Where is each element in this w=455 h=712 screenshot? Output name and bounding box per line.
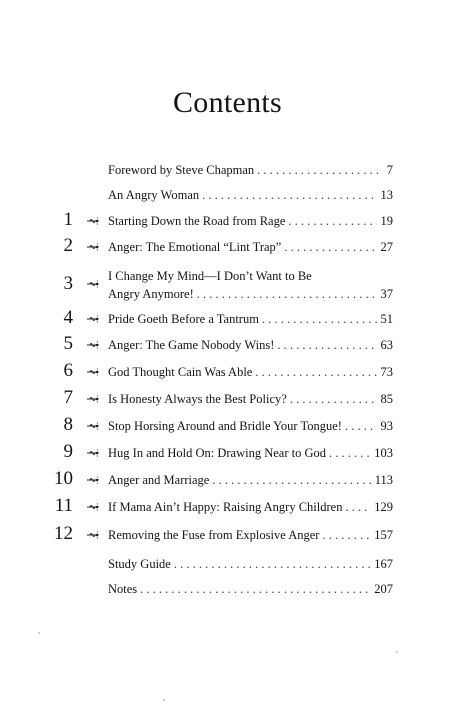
chapter-number: 6 [63, 360, 73, 381]
entry-page-number: 85 [380, 392, 393, 406]
entry-page-number: 113 [374, 473, 393, 487]
entry-page-number: 63 [380, 338, 393, 352]
entry-page-number: 207 [374, 582, 393, 596]
entry-page-number: 13 [380, 188, 393, 202]
dot-leader [322, 527, 370, 543]
lit-fuse-icon [86, 280, 99, 288]
entry-page-number: 51 [380, 312, 393, 326]
entry-title-line-1: I Change My Mind—I Don’t Want to Be [108, 269, 312, 283]
scan-speck [163, 699, 165, 701]
entry-title: Anger: The Game Nobody Wins! [108, 338, 275, 352]
chapter-number: 4 [63, 307, 73, 328]
chapter-number: 12 [54, 523, 73, 544]
entry-title: Notes [108, 582, 138, 596]
dot-leader [262, 311, 377, 327]
entry-page-number: 157 [374, 528, 393, 542]
entry-page-number: 73 [380, 365, 393, 379]
lit-fuse-icon [86, 243, 99, 251]
lit-fuse-icon [86, 217, 99, 225]
chapter-number: 3 [63, 273, 73, 294]
entry-title: Stop Horsing Around and Bridle Your Tongue! [108, 419, 342, 433]
chapter-number: 11 [54, 495, 73, 516]
entry-page-number: 37 [380, 287, 393, 301]
dot-leader [174, 556, 370, 572]
entry-title: God Thought Cain Was Able [108, 365, 253, 379]
entry-title: Starting Down the Road from Rage [108, 214, 286, 228]
chapter-number: 9 [63, 441, 73, 462]
entry-title: Foreword by Steve Chapman [108, 163, 255, 177]
dot-leader [212, 472, 370, 488]
entry-title: Pride Goeth Before a Tantrum [108, 312, 259, 326]
dot-leader [345, 418, 377, 434]
dot-leader [197, 286, 377, 302]
dot-leader [140, 581, 370, 597]
entry-title: Angry Anymore! [108, 287, 194, 301]
entry-page-number: 27 [380, 240, 393, 254]
entry-title: Study Guide [108, 557, 171, 571]
lit-fuse-icon [86, 476, 99, 484]
entry-page-number: 167 [374, 557, 393, 571]
lit-fuse-icon [86, 315, 99, 323]
entry-page-number: 19 [380, 214, 393, 228]
entry-title: Hug In and Hold On: Drawing Near to God [108, 446, 327, 460]
dot-leader [288, 213, 376, 229]
entry-title: An Angry Woman [108, 188, 200, 202]
chapter-number: 5 [63, 333, 73, 354]
chapter-number: 7 [63, 387, 73, 408]
entry-page-number: 93 [380, 419, 393, 433]
dot-leader [329, 445, 370, 461]
chapter-number: 1 [63, 209, 73, 230]
chapter-number: 2 [63, 235, 73, 256]
lit-fuse-icon [86, 395, 99, 403]
dot-leader [255, 364, 376, 380]
dot-leader [257, 162, 383, 178]
lit-fuse-icon [86, 531, 99, 539]
chapter-number: 8 [63, 414, 73, 435]
lit-fuse-icon [86, 368, 99, 376]
entry-title: Is Honesty Always the Best Policy? [108, 392, 287, 406]
page-title: Contents [172, 86, 283, 119]
entry-title: Anger: The Emotional “Lint Trap” [108, 240, 282, 254]
entry-title: Removing the Fuse from Explosive Anger [108, 528, 320, 542]
scan-speck [396, 651, 398, 653]
scan-speck [38, 632, 40, 634]
lit-fuse-icon [86, 503, 99, 511]
entry-title: Anger and Marriage [108, 473, 210, 487]
entry-page-number: 7 [386, 163, 393, 177]
dot-leader [202, 187, 376, 203]
entry-page-number: 129 [374, 500, 393, 514]
dot-leader [277, 337, 376, 353]
entry-page-number: 103 [374, 446, 393, 460]
dot-leader [284, 239, 376, 255]
dot-leader [345, 499, 370, 515]
lit-fuse-icon [86, 341, 99, 349]
entry-title: If Mama Ain’t Happy: Raising Angry Children [108, 500, 343, 514]
lit-fuse-icon [86, 449, 99, 457]
lit-fuse-icon [86, 422, 99, 430]
chapter-number: 10 [54, 468, 73, 489]
dot-leader [290, 391, 377, 407]
